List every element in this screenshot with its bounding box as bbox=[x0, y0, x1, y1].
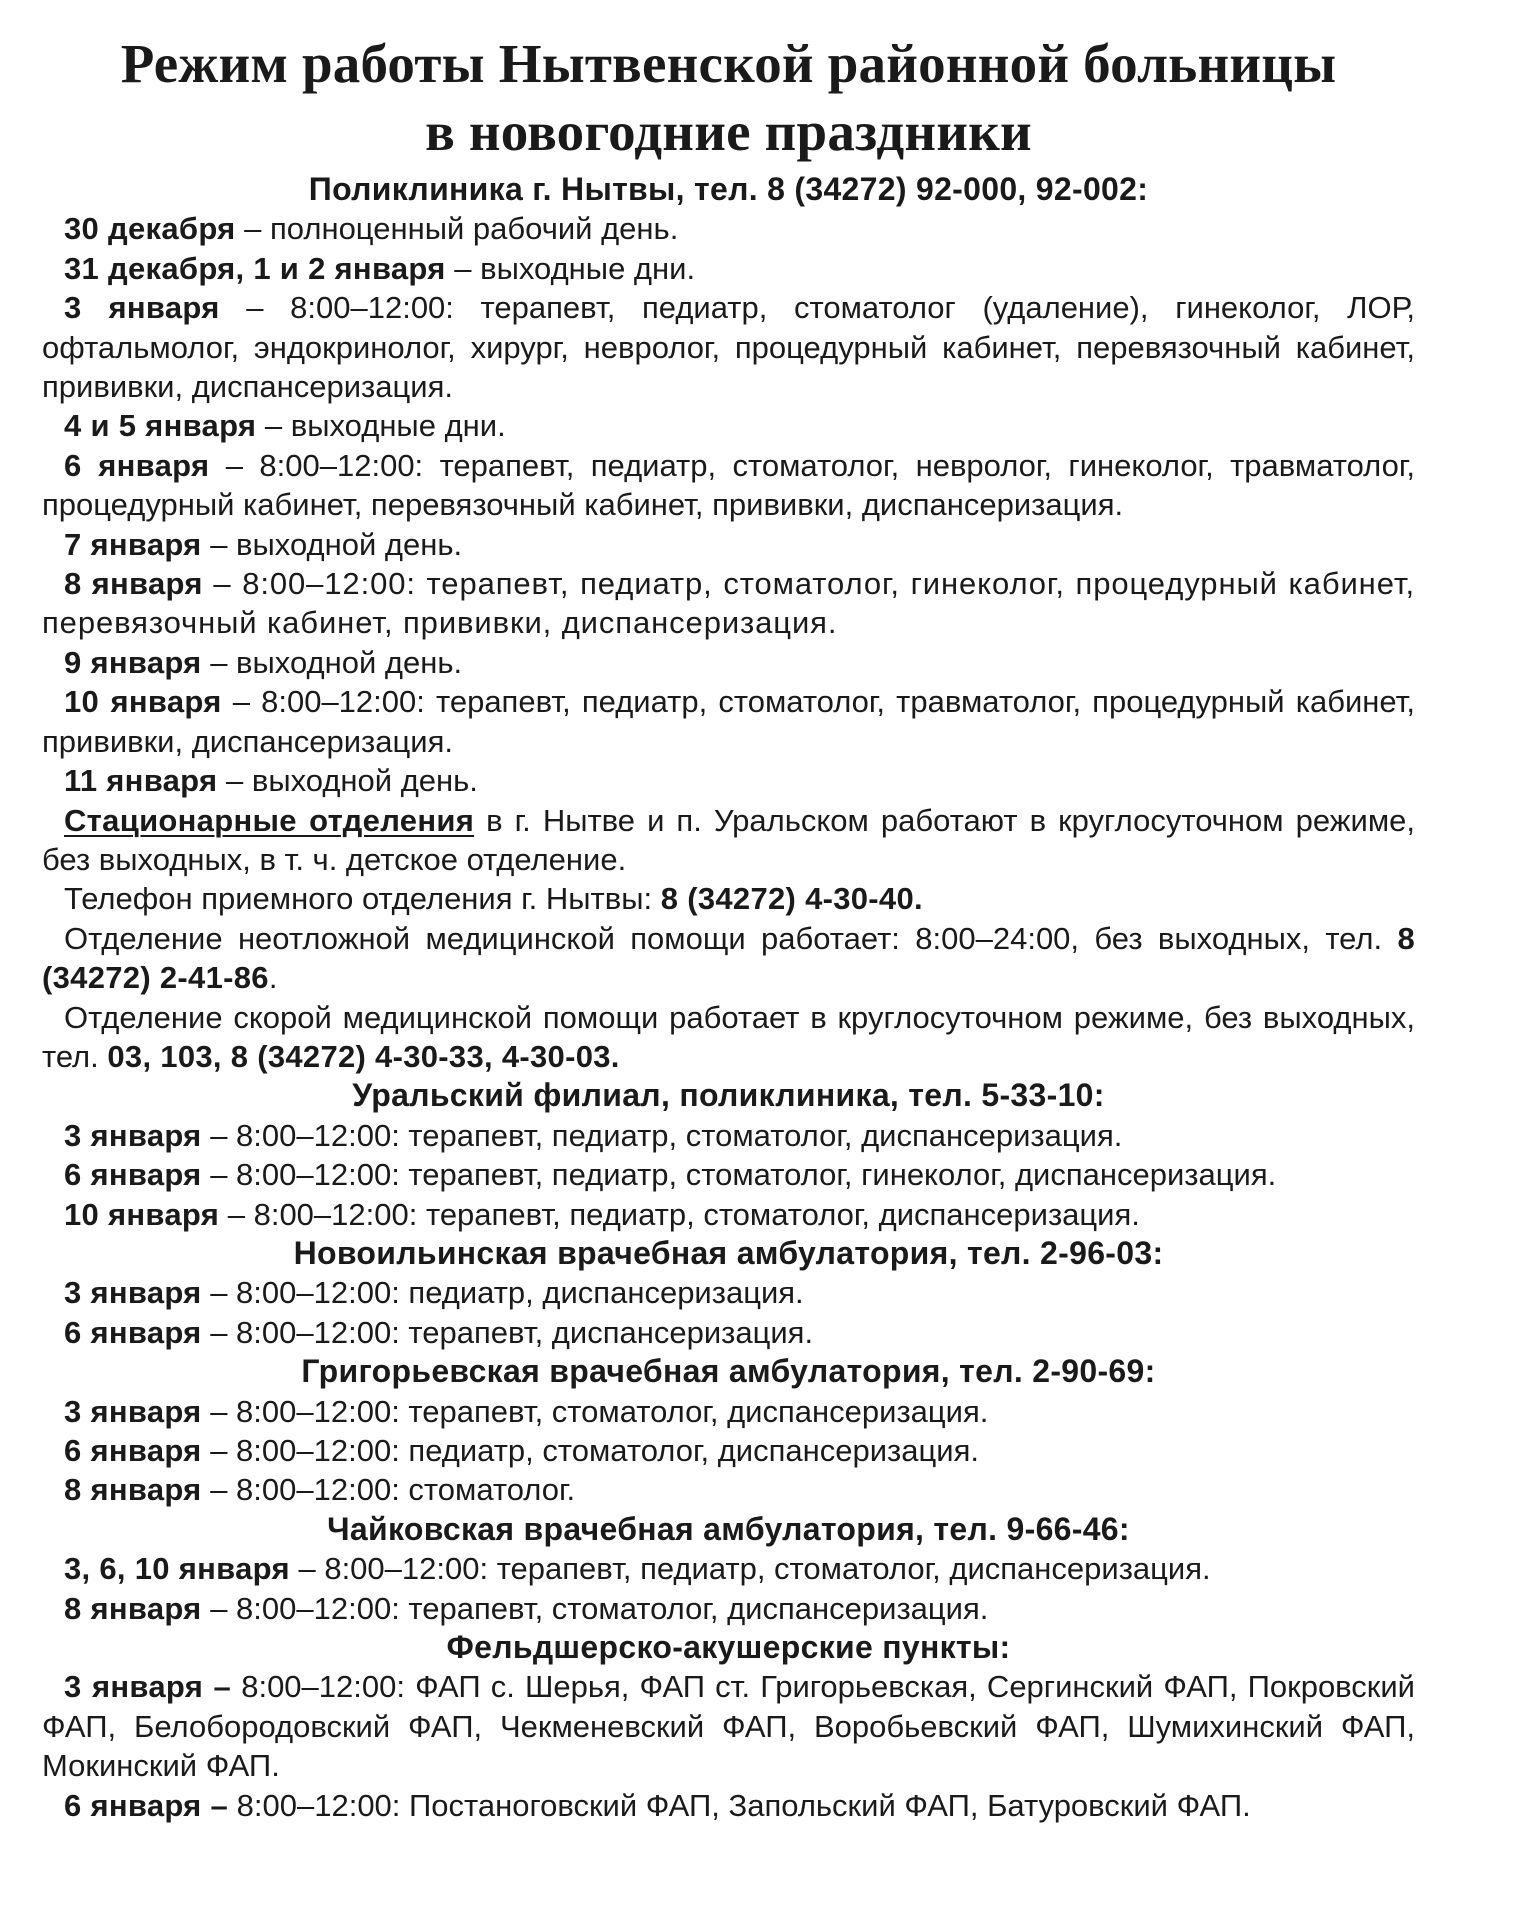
row-text: – 8:00–12:00: терапевт, педиатр, стоматолог, диспансеризация. bbox=[219, 1196, 1140, 1232]
urgent-paragraph bbox=[42, 919, 1415, 998]
schedule-row bbox=[42, 288, 1415, 406]
row-text: – выходной день. bbox=[201, 526, 463, 562]
schedule-row bbox=[42, 643, 1415, 682]
row-date: 6 января bbox=[64, 1314, 202, 1350]
row-date: 10 января bbox=[64, 1196, 220, 1232]
section-heading-polyclinic: Поликлиника г. Нытвы, тел. 8 (34272) 92-000, 92-002: bbox=[308, 171, 1149, 207]
section-heading-novoilinsk: Новоильинская врачебная амбулатория, тел. 2-96-03: bbox=[293, 1234, 1164, 1271]
row-text: – 8:00–12:00: терапевт, педиатр, стоматолог, гинеколог, диспансеризация. bbox=[201, 1157, 1277, 1193]
schedule-row bbox=[42, 1589, 1415, 1628]
schedule-row bbox=[42, 1431, 1415, 1470]
row-text: – 8:00–12:00: терапевт, педиатр, стоматолог, диспансеризация. bbox=[289, 1551, 1211, 1587]
schedule-row bbox=[42, 1273, 1415, 1312]
schedule-row bbox=[42, 406, 1415, 445]
stationary-text: в г. Нытве и п. Уральском работают в круглосуточном режиме, без выходных, в т. ч. детское отделение. bbox=[42, 802, 1415, 877]
row-date: 3 января bbox=[64, 1275, 202, 1311]
ambulance-text: Отделение скорой медицинской помощи работает в круглосуточном режиме, без выходных, тел. bbox=[42, 999, 1415, 1074]
row-date: 30 декабря bbox=[64, 211, 236, 247]
row-date: 3, 6, 10 января bbox=[64, 1551, 290, 1587]
row-text: – 8:00–12:00: педиатр, стоматолог, диспансеризация. bbox=[201, 1433, 979, 1468]
row-date: 6 января bbox=[64, 447, 210, 483]
schedule-row bbox=[42, 209, 1415, 248]
row-text: – 8:00–12:00: стоматолог. bbox=[201, 1472, 576, 1508]
section-heading-chaikovsk: Чайковская врачебная амбулатория, тел. 9-66-46: bbox=[327, 1510, 1130, 1547]
urgent-phone: 8 (34272) 2-41-86 bbox=[42, 920, 1415, 996]
ambulance-paragraph bbox=[42, 998, 1415, 1077]
row-date: 3 января bbox=[64, 290, 220, 326]
schedule-row bbox=[42, 1392, 1415, 1431]
schedule-row bbox=[42, 1549, 1415, 1588]
row-text: – выходные дни. bbox=[445, 250, 696, 286]
row-text: – 8:00–12:00: терапевт, педиатр, стоматолог (удаление), гинеколог, ЛОР, офтальмолог, эндокринолог, хирург, невролог, процедурный кабинет, перевязочный кабинет, прививки, диспансеризация. bbox=[42, 290, 1415, 405]
title-line-1: Режим работы Нытвенской районной больницы bbox=[120, 33, 1337, 94]
row-date: 6 января – bbox=[64, 1787, 229, 1823]
schedule-row bbox=[42, 682, 1415, 761]
row-text: – выходные дни. bbox=[256, 408, 506, 444]
section-heading-grigorievsk: Григорьевская врачебная амбулатория, тел. 2-90-69: bbox=[301, 1353, 1156, 1390]
ambulance-phone: 03, 103, 8 (34272) 4-30-33, 4-30-03. bbox=[107, 1038, 620, 1074]
section-heading-fap: Фельдшерско-акушерские пункты: bbox=[446, 1629, 1011, 1666]
schedule-row bbox=[42, 249, 1415, 288]
row-text: 8:00–12:00: ФАП с. Шерья, ФАП ст. Григорьевская, Сергинский ФАП, Покровский ФАП, Белобородовский ФАП, Чекменевский ФАП, Воробьевский ФАП, Шумихинский ФАП, Мокинский ФАП. bbox=[42, 1669, 1415, 1784]
row-text: – 8:00–12:00: терапевт, педиатр, стоматолог, невролог, гинеколог, травматолог, процедурный кабинет, перевязочный кабинет, прививки, диспансеризация. bbox=[42, 447, 1415, 523]
title-line-2: в новогодние праздники bbox=[425, 101, 1032, 162]
urgent-text: Отделение неотложной медицинской помощи работает: 8:00–24:00, без выходных, тел. bbox=[64, 920, 1398, 956]
admission-text: Телефон приемного отделения г. Нытвы: bbox=[64, 881, 661, 917]
row-date: 31 декабря, 1 и 2 января bbox=[64, 250, 446, 286]
page-title bbox=[42, 30, 1415, 166]
admission-phone: 8 (34272) 4-30-40. bbox=[660, 881, 923, 917]
row-date: 8 января bbox=[64, 1590, 202, 1626]
urgent-tail: . bbox=[268, 960, 278, 996]
schedule-row bbox=[42, 1470, 1415, 1509]
schedule-row bbox=[42, 1786, 1415, 1825]
row-date: 8 января bbox=[64, 566, 203, 602]
row-date: 3 января bbox=[64, 1117, 202, 1153]
row-date: 6 января bbox=[64, 1157, 202, 1193]
row-date: 6 января bbox=[64, 1433, 202, 1468]
schedule-body bbox=[42, 170, 1415, 1825]
schedule-row bbox=[42, 1667, 1415, 1785]
schedule-row bbox=[42, 564, 1415, 643]
schedule-row bbox=[42, 1313, 1415, 1352]
schedule-row bbox=[42, 1116, 1415, 1155]
row-date: 9 января bbox=[64, 644, 202, 680]
row-text: 8:00–12:00: Постаноговский ФАП, Запольский ФАП, Батуровский ФАП. bbox=[228, 1787, 1251, 1823]
schedule-row bbox=[42, 761, 1415, 800]
row-text: – 8:00–12:00: терапевт, стоматолог, диспансеризация. bbox=[201, 1590, 989, 1626]
row-date: 4 и 5 января bbox=[64, 408, 257, 444]
row-text: – 8:00–12:00: терапевт, педиатр, стоматолог, травматолог, процедурный кабинет, прививки, диспансеризация. bbox=[42, 684, 1415, 759]
stationary-paragraph bbox=[42, 801, 1415, 880]
row-text: – выходной день. bbox=[217, 763, 478, 799]
row-text: – 8:00–12:00: терапевт, педиатр, стоматолог, диспансеризация. bbox=[201, 1117, 1123, 1153]
row-text: – 8:00–12:00: педиатр, диспансеризация. bbox=[201, 1275, 804, 1311]
row-date: 3 января – bbox=[64, 1669, 232, 1705]
row-date: 10 января bbox=[64, 684, 222, 720]
schedule-row bbox=[42, 525, 1415, 564]
schedule-row bbox=[42, 1155, 1415, 1194]
row-date: 3 января bbox=[64, 1393, 202, 1429]
row-text: – 8:00–12:00: терапевт, диспансеризация. bbox=[201, 1314, 814, 1350]
row-text: – 8:00–12:00: терапевт, педиатр, стоматолог, гинеколог, процедурный кабинет, перевязочный кабинет, прививки, диспансеризация. bbox=[42, 566, 1415, 641]
stationary-label: Стационарные отделения bbox=[64, 802, 475, 838]
row-date: 8 января bbox=[64, 1472, 202, 1508]
row-text: – выходной день. bbox=[201, 644, 463, 680]
row-text: – полноценный рабочий день. bbox=[235, 211, 679, 247]
schedule-row bbox=[42, 1195, 1415, 1234]
schedule-row bbox=[42, 446, 1415, 525]
row-date: 11 января bbox=[64, 763, 218, 799]
section-heading-ural: Уральский филиал, поликлиника, тел. 5-33-10: bbox=[352, 1077, 1105, 1114]
row-text: – 8:00–12:00: терапевт, стоматолог, диспансеризация. bbox=[201, 1393, 989, 1429]
admission-paragraph bbox=[42, 879, 1415, 918]
row-date: 7 января bbox=[64, 526, 202, 562]
